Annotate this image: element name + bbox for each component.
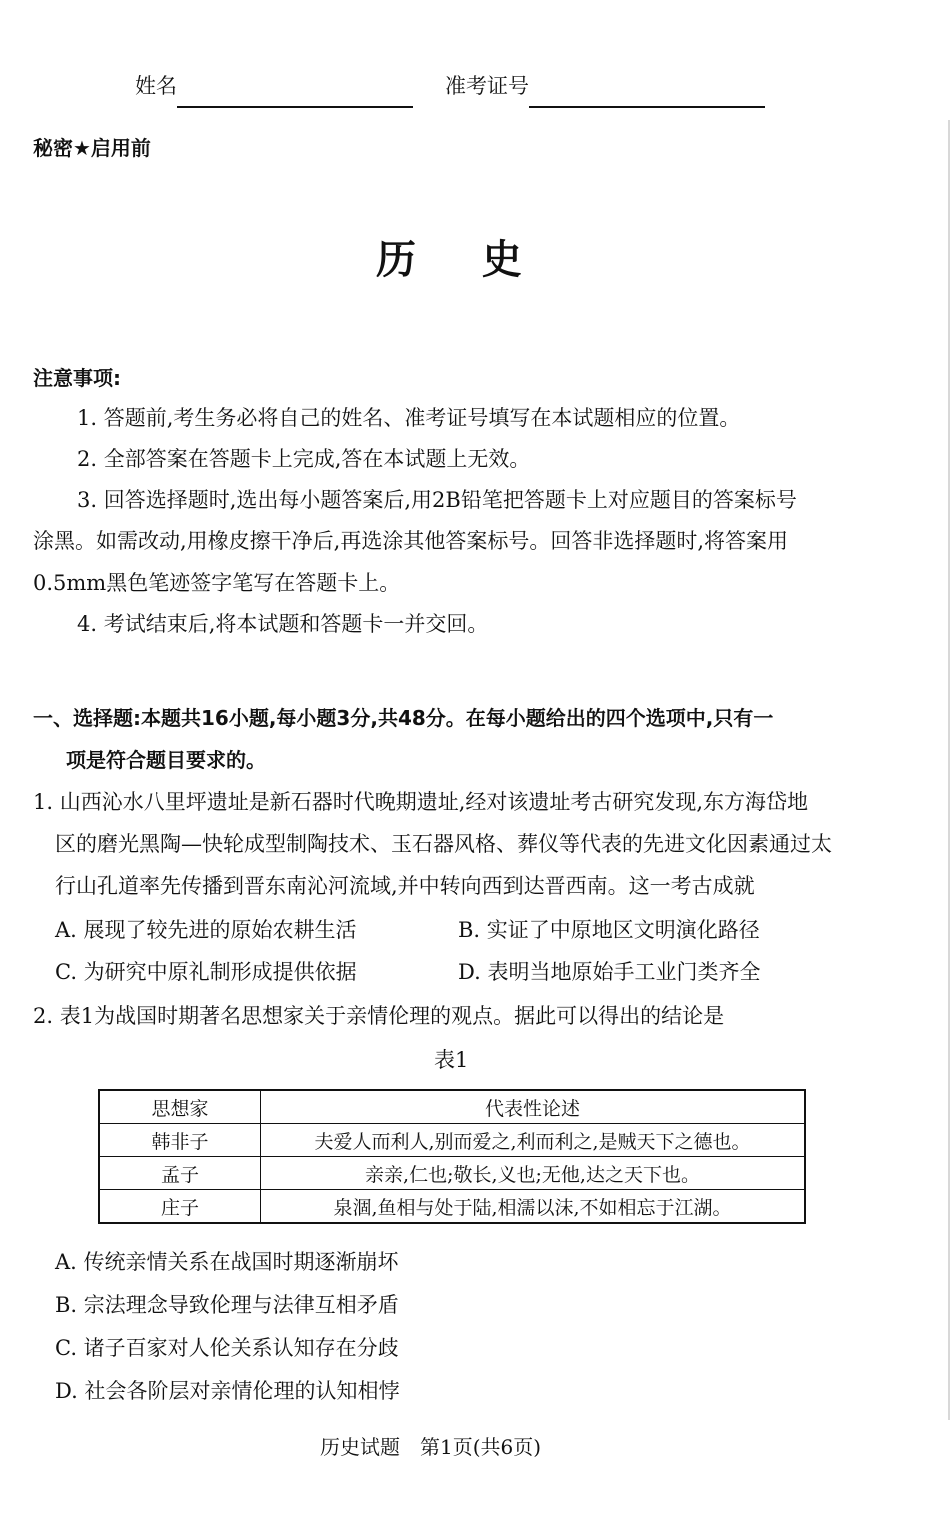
q2-option-d: D. 社会各阶层对亲情伦理的认知相悖	[55, 1379, 400, 1403]
table-cell: 亲亲,仁也;敬长,义也;无他,达之天下也。	[261, 1157, 806, 1190]
table-header-cell: 代表性论述	[261, 1090, 806, 1124]
notice-item: 3. 回答选择题时,选出每小题答案后,用2B铅笔把答题卡上对应题目的答案标号	[77, 488, 797, 512]
name-input-line[interactable]	[177, 82, 413, 108]
notice-item: 2. 全部答案在答题卡上完成,答在本试题上无效。	[77, 447, 531, 471]
section-heading-cont: 项是符合题目要求的。	[66, 748, 266, 772]
secret-mark: 秘密★启用前	[33, 136, 151, 160]
notice-item: 4. 考试结束后,将本试题和答题卡一并交回。	[77, 612, 489, 636]
name-field-row	[135, 64, 413, 108]
table-caption: 表1	[434, 1048, 469, 1072]
table-row	[99, 1190, 805, 1224]
question-1-stem: 区的磨光黑陶—快轮成型制陶技术、玉石器风格、葬仪等代表的先进文化因素通过太	[55, 832, 832, 856]
opinions-table	[98, 1089, 806, 1224]
exam-id-field-row	[445, 64, 765, 108]
q1-option-a: A. 展现了较先进的原始农耕生活	[55, 918, 357, 942]
table-header-cell: 思想家	[99, 1090, 261, 1124]
table-row	[99, 1124, 805, 1157]
table-cell: 庄子	[99, 1190, 261, 1224]
question-1-stem: 行山孔道率先传播到晋东南沁河流域,并中转向西到达晋西南。这一考古成就	[55, 874, 755, 898]
question-2-stem: 2. 表1为战国时期著名思想家关于亲情伦理的观点。据此可以得出的结论是	[33, 1004, 725, 1028]
page-footer: 历史试题 第1页(共6页)	[320, 1435, 542, 1459]
question-1-stem: 1. 山西沁水八里坪遗址是新石器时代晚期遗址,经对该遗址考古研究发现,东方海岱地	[33, 790, 809, 814]
page-title: 历 史	[376, 237, 524, 283]
table-cell: 孟子	[99, 1157, 261, 1190]
q1-option-c: C. 为研究中原礼制形成提供依据	[55, 960, 357, 984]
notice-item: 0.5mm黑色笔迹签字笔写在答题卡上。	[33, 571, 401, 595]
table-cell: 夫爱人而利人,别而爱之,利而利之,是贼天下之德也。	[261, 1124, 806, 1157]
notice-item: 1. 答题前,考生务必将自己的姓名、准考证号填写在本试题相应的位置。	[77, 406, 741, 430]
q2-option-a: A. 传统亲情关系在战国时期逐渐崩坏	[55, 1250, 399, 1274]
table-cell: 泉涸,鱼相与处于陆,相濡以沫,不如相忘于江湖。	[261, 1190, 806, 1224]
notice-item: 涂黑。如需改动,用橡皮擦干净后,再选涂其他答案标号。回答非选择题时,将答案用	[33, 529, 789, 553]
q2-option-b: B. 宗法理念导致伦理与法律互相矛盾	[55, 1293, 399, 1317]
section-heading: 一、选择题:本题共16小题,每小题3分,共48分。在每小题给出的四个选项中,只有一	[33, 706, 774, 730]
q2-option-c: C. 诸子百家对人伦关系认知存在分歧	[55, 1336, 399, 1360]
name-label: 姓名	[135, 74, 177, 98]
table-row	[99, 1157, 805, 1190]
q1-option-d: D. 表明当地原始手工业门类齐全	[458, 960, 761, 984]
q1-option-b: B. 实证了中原地区文明演化路径	[458, 918, 760, 942]
exam-id-input-line[interactable]	[529, 82, 765, 108]
table-cell: 韩非子	[99, 1124, 261, 1157]
exam-id-label: 准考证号	[445, 74, 529, 98]
table-header-row	[99, 1090, 805, 1124]
notice-heading: 注意事项:	[33, 366, 121, 390]
